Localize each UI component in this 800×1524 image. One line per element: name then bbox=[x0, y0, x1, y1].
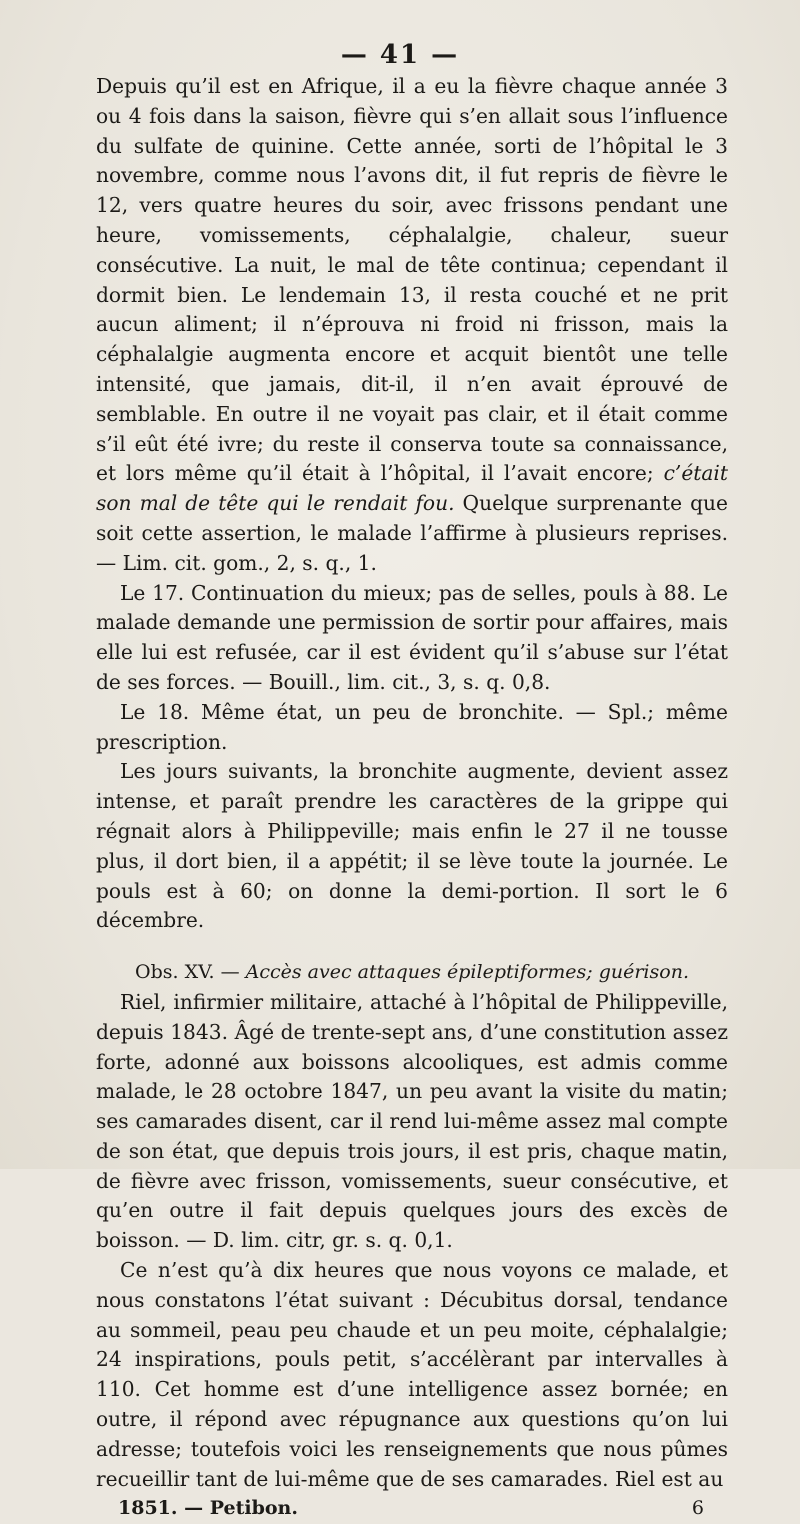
printer-signature: 1851. — Petibon. bbox=[118, 1497, 298, 1520]
page-footer bbox=[96, 1494, 728, 1524]
body-text bbox=[96, 72, 728, 1524]
paragraph-2: Le 17. Continuation du mieux; pas de selles, pouls à 88. Le malade demande une permission de sortir pour affaires, mais elle lui est refusée, car il est évident qu’il s’abuse sur l’état de ses forces. — Bouill., lim. cit., 3, s. q. 0,8. bbox=[96, 580, 728, 694]
italic-quote: c’était son mal de tête qui le rendait fou. bbox=[96, 461, 728, 516]
observation-title: Accès avec attaques épileptiformes; guérison. bbox=[245, 961, 689, 984]
paragraph-text: Quelque surprenante que soit cette assertion, le malade l’affirme à plusieurs reprises. — Lim. cit. gom., 2, s. q., 1. bbox=[96, 491, 728, 575]
paragraph-1 bbox=[96, 72, 728, 579]
page-number: — 41 — bbox=[340, 40, 460, 70]
paragraph-4: Les jours suivants, la bronchite augmente, devient assez intense, et paraît prendre les caractères de la grippe qui régnait alors à Philippeville; mais enfin le 27 il ne tousse plus, il dort bien, il a appétit; il se lève toute la journée. Le pouls est à 60; on donne la demi-portion. Il sort le 6 décembre. bbox=[96, 759, 728, 933]
paragraph-5: Riel, infirmier militaire, attaché à l’hôpital de Philippeville, depuis 1843. Âgé de trente-sept ans, d’une constitution assez forte, adonné aux boissons alcooliques, est admis comme malade, le 28 octobre 1847, un peu avant la visite du matin; ses camarades disent, car il rend lui-même assez mal compte de son état, que depuis trois jours, il est pris, chaque matin, de fièvre avec frisson, vomissements, sueur consécutive, et qu’en outre il fait depuis quelques jours des excès de boisson. — D. lim. citr, gr. s. q. 0,1. bbox=[96, 989, 728, 1253]
paragraph-6: Ce n’est qu’à dix heures que nous voyons ce malade, et nous constatons l’état suivant : Décubitus dorsal, tendance au sommeil, peau peu chaude et un peu moite, céphalalgie; 24 inspirations, pouls petit, s’accélèrant par intervalles à 110. Cet homme est d’une intelligence assez bornée; en outre, il répond avec répugnance aux questions qu’on lui adresse; toutefois voici les renseignements que nous pûmes recueillir tant de lui-même que de ses camarades. Riel est au bbox=[96, 1258, 728, 1491]
observation-label: Obs. XV. — bbox=[135, 961, 246, 984]
sheet-number: 6 bbox=[691, 1497, 704, 1520]
paragraph-3: Le 18. Même état, un peu de bronchite. — Spl.; même prescription. bbox=[96, 699, 728, 754]
spacer bbox=[96, 936, 728, 958]
observation-heading bbox=[96, 958, 728, 988]
paragraph-text: Depuis qu’il est en Afrique, il a eu la fièvre chaque année 3 ou 4 fois dans la saison, fièvre qui s’en allait sous l’influence du sulfate de quinine. Cette année, sorti de l’hôpital le 3 novembre, comme nous l’avons dit, il fut repris de fièvre le 12, vers quatre heures du soir, avec frissons pendant une heure, vomissements, céphalalgie, chaleur, sueur consécutive. La nuit, le mal de tête continua; cependant il dormit bien. Le lendemain 13, il resta couché et ne prit aucun aliment; il n’éprouva ni froid ni frisson, mais la céphalalgie augmenta encore et acquit bientôt une telle intensité, que jamais, dit-il, il n’en avait éprouvé de semblable. En outre il ne voyait pas clair, et il était comme s’il eût été ivre; du reste il conserva toute sa connaissance, et lors même qu’il était à l’hôpital, il l’avait encore; bbox=[96, 74, 728, 486]
